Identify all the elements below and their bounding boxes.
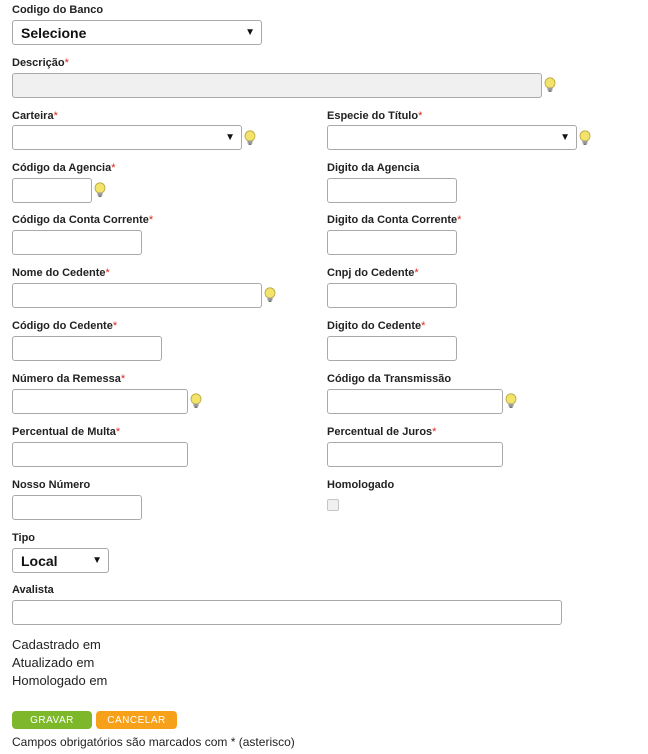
- atualizado-em-text: Atualizado em: [12, 655, 95, 670]
- homologado-label: Homologado: [327, 479, 395, 491]
- digito-cedente-label: Digito do Cedente*: [327, 320, 426, 332]
- cancel-button[interactable]: CANCELAR: [96, 711, 177, 729]
- cnpj-cedente-input[interactable]: [327, 283, 457, 308]
- lightbulb-icon[interactable]: [544, 77, 556, 93]
- cadastrado-em-text: Cadastrado em: [12, 637, 101, 652]
- codigo-agencia-input[interactable]: [12, 178, 92, 203]
- codigo-banco-select[interactable]: [12, 20, 262, 45]
- nome-cedente-label: Nome do Cedente*: [12, 267, 110, 279]
- cnpj-cedente-label: Cnpj do Cedente*: [327, 267, 419, 279]
- lightbulb-icon[interactable]: [94, 182, 106, 198]
- chevron-down-icon: ▼: [92, 555, 102, 566]
- codigo-conta-label: Código da Conta Corrente*: [12, 214, 154, 226]
- digito-agencia-label: Digito da Agencia: [327, 162, 420, 174]
- tipo-label: Tipo: [12, 532, 36, 544]
- chevron-down-icon: ▼: [225, 132, 235, 143]
- percentual-multa-input[interactable]: [12, 442, 188, 467]
- digito-cedente-input[interactable]: [327, 336, 457, 361]
- codigo-transmissao-label: Código da Transmissão: [327, 373, 452, 385]
- required-fields-note: Campos obrigatórios são marcados com * (asterisco): [12, 735, 295, 749]
- homologado-em-text: Homologado em: [12, 673, 108, 688]
- carteira-select[interactable]: [12, 125, 242, 150]
- numero-remessa-input[interactable]: [12, 389, 188, 414]
- descricao-label: Descrição*: [12, 57, 69, 69]
- codigo-banco-value: Selecione: [21, 24, 87, 41]
- percentual-juros-input[interactable]: [327, 442, 503, 467]
- especie-titulo-label: Especie do Título*: [327, 110, 423, 122]
- codigo-conta-input[interactable]: [12, 230, 142, 255]
- nosso-numero-input[interactable]: [12, 495, 142, 520]
- digito-conta-input[interactable]: [327, 230, 457, 255]
- tipo-value: Local: [21, 552, 58, 569]
- codigo-cedente-input[interactable]: [12, 336, 162, 361]
- percentual-juros-label: Percentual de Juros*: [327, 426, 437, 438]
- descricao-input[interactable]: [12, 73, 542, 98]
- numero-remessa-label: Número da Remessa*: [12, 373, 126, 385]
- lightbulb-icon[interactable]: [190, 393, 202, 409]
- lightbulb-icon[interactable]: [264, 287, 276, 303]
- codigo-agencia-label: Código da Agencia*: [12, 162, 116, 174]
- digito-agencia-input[interactable]: [327, 178, 457, 203]
- tipo-select[interactable]: [12, 548, 109, 573]
- digito-conta-label: Digito da Conta Corrente*: [327, 214, 462, 226]
- percentual-multa-label: Percentual de Multa*: [12, 426, 121, 438]
- carteira-label: Carteira*: [12, 110, 58, 122]
- chevron-down-icon: ▼: [245, 27, 255, 38]
- nome-cedente-input[interactable]: [12, 283, 262, 308]
- especie-titulo-select[interactable]: [327, 125, 577, 150]
- nosso-numero-label: Nosso Número: [12, 479, 91, 491]
- avalista-label: Avalista: [12, 584, 54, 596]
- homologado-checkbox[interactable]: [327, 499, 339, 511]
- avalista-input[interactable]: [12, 600, 562, 625]
- lightbulb-icon[interactable]: [579, 130, 591, 146]
- lightbulb-icon[interactable]: [505, 393, 517, 409]
- lightbulb-icon[interactable]: [244, 130, 256, 146]
- save-button[interactable]: GRAVAR: [12, 711, 92, 729]
- codigo-banco-label: Codigo do Banco: [12, 4, 104, 16]
- codigo-transmissao-input[interactable]: [327, 389, 503, 414]
- chevron-down-icon: ▼: [560, 132, 570, 143]
- codigo-cedente-label: Código do Cedente*: [12, 320, 118, 332]
